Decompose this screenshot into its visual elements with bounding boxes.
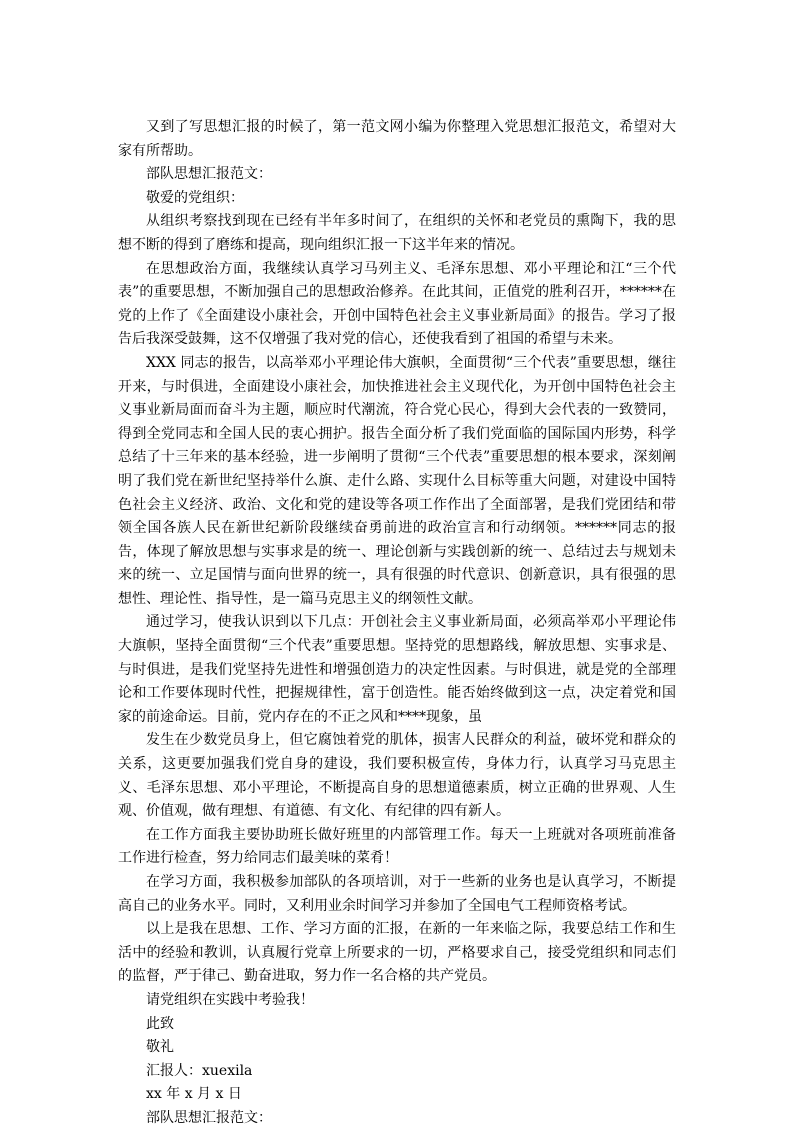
body-paragraph: XXX 同志的报告，以高举邓小平理论伟大旗帜，全面贯彻“三个代表”重要思想，继往开来，与时俱进，全面建设小康社会，加快推进社会主义现代化，为开创中国特色社会主义事业新局面而奋斗为主题，顺应时代潮流，符合党心民心，得到大会代表的一致赞同，得到全党同志和全国人民的衷心拥护。报告全面分析了我们党面临的国际国内形势，科学总结了十三年来的基本经验，进一步阐明了贯彻“三个代表”重要思想的根本要求，深刻阐明了我们党在新世纪坚持举什么旗、走什么路、实现什么目标等重大问题，对建设中国特色社会主义经济、政治、文化和党的建设等各项工作作出了全面部署，是我们党团结和带领全国各族人民在新世纪新阶段继续奋勇前进的政治宣言和行动纲领。******同志的报告，体现了解放思想与实事求是的统一、理论创新与实践创新的统一、总结过去与规划未来的统一、立足国情与面向世界的统一，具有很强的时代意识、创新意识，具有很强的思想性、理论性、指导性，是一篇马克思主义的纲领性文献。 bbox=[118, 354, 676, 607]
section-heading: 部队思想汇报范文： bbox=[146, 166, 272, 183]
body-paragraph: 在思想政治方面，我继续认真学习马列主义、毛泽东思想、邓小平理论和江“三个代表”的重要思想，不断加强自己的思想政治修养。在此其间，正值党的胜利召开，******在党的上作了《全面建设小康社会，开创中国特色社会主义事业新局面》的报告。学习了报告后我深受鼓舞，这不仅增强了我对党的信心，还使我看到了祖国的希望与未来。 bbox=[118, 260, 676, 348]
closing-request: 请党组织在实践中考验我！ bbox=[146, 991, 314, 1008]
body-paragraph: 发生在少数党员身上，但它腐蚀着党的肌体，损害人民群众的利益，破坏党和群众的关系，这更要加强我们党自身的建设，我们要积极宣传，身体力行，认真学习马克思主义、毛泽东思想、邓小平理论，不断提高自身的思想道德素质，树立正确的世界观、人生观、价值观，做有理想、有道德、有文化、有纪律的四有新人。 bbox=[118, 732, 676, 820]
body-paragraph: 以上是我在思想、工作、学习方面的汇报，在新的一年来临之际，我要总结工作和生活中的经验和教训，认真履行党章上所要求的一切，严格要求自己，接受党组织和同志们的监督，严于律己、勤奋进取，努力作一名合格的共产党员。 bbox=[118, 921, 676, 985]
section-heading-repeat: 部队思想汇报范文： bbox=[146, 1109, 272, 1126]
salutation: 敬爱的党组织： bbox=[146, 189, 244, 206]
intro-paragraph: 又到了写思想汇报的时候了，第一范文网小编为你整理入党思想汇报范文，希望对大家有所帮助。 bbox=[118, 119, 676, 159]
report-date: xx 年 x 月 x 日 bbox=[146, 1086, 242, 1103]
reporter-signature: 汇报人：xuexila bbox=[146, 1062, 253, 1079]
closing-jingli: 敬礼 bbox=[146, 1039, 174, 1056]
body-paragraph: 在学习方面，我积极参加部队的各项培训，对于一些新的业务也是认真学习，不断提高自己的业务水平。同时，又利用业余时间学习并参加了全国电气工程师资格考试。 bbox=[118, 874, 676, 914]
closing-cizhi: 此致 bbox=[146, 1015, 174, 1032]
body-paragraph: 在工作方面我主要协助班长做好班里的内部管理工作。每天一上班就对各项班前准备工作进行检查，努力给同志们最美味的菜肴！ bbox=[118, 826, 676, 867]
document-body bbox=[118, 116, 676, 1131]
body-paragraph: 通过学习，使我认识到以下几点：开创社会主义事业新局面，必须高举邓小平理论伟大旗帜，坚持全面贯彻“三个代表”重要思想。坚持党的思想路线，解放思想、实事求是、与时俱进，是我们党坚持先进性和增强创造力的决定性因素。与时俱进，就是党的全部理论和工作要体现时代性，把握规律性，富于创造性。能否始终做到这一点，决定着党和国家的前途命运。目前，党内存在的不正之风和****现象，虽 bbox=[118, 614, 676, 725]
body-paragraph: 从组织考察找到现在已经有半年多时间了，在组织的关怀和老党员的熏陶下，我的思想不断的得到了磨练和提高，现向组织汇报一下这半年来的情况。 bbox=[118, 213, 676, 253]
